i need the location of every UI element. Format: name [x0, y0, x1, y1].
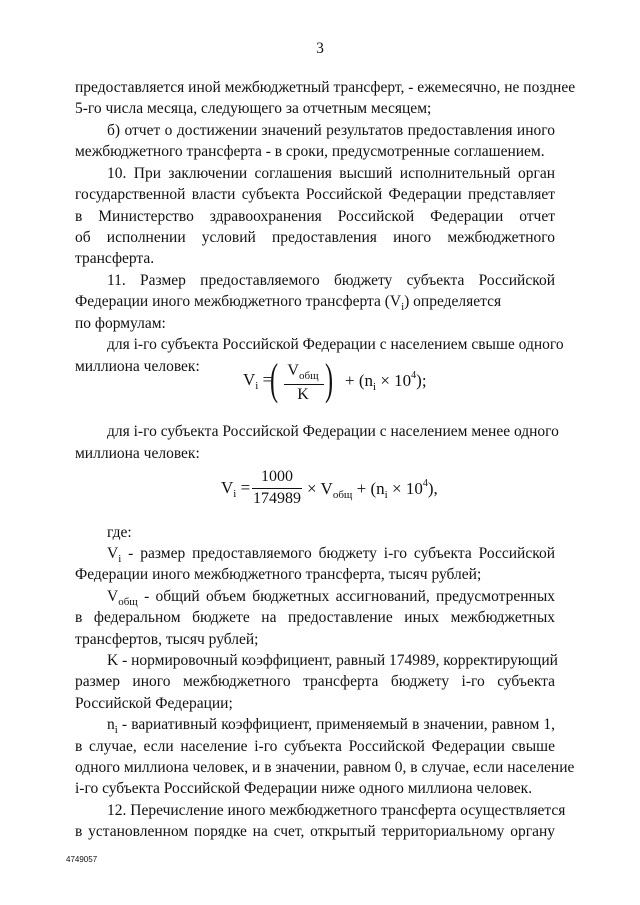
text-line: Федерации иного межбюджетного трансферта, тысяч рублей;	[75, 566, 482, 583]
page-number: 3	[316, 40, 324, 57]
formula-tail: × $V_{общ} + (n_i \times 10^4)$,	[307, 478, 438, 501]
text-line: об исполнении условий предоставления иного межбюджетного	[75, 229, 555, 246]
text-line: K - нормировочный коэффициент, равный 174989, корректирующий	[107, 652, 558, 669]
fraction-bar	[252, 488, 302, 489]
text-line: в случае, если население i-го субъекта Российской Федерации свыше	[75, 738, 555, 755]
text-line: i-го субъекта Российской Федерации ниже одного миллиона человек.	[75, 780, 533, 797]
text-line: миллиона человек:	[75, 358, 200, 375]
text-line: в федеральном бюджете на предоставление иных межбюджетных	[75, 609, 555, 626]
formula-tail: + $(n_i \times 10^4)$;	[345, 370, 427, 393]
text-line: межбюджетного трансферта - в сроки, предусмотренные соглашением.	[75, 143, 545, 160]
text-line: трансфертов, тысяч рублей;	[75, 631, 259, 648]
fraction-numerator: 1000	[261, 468, 293, 485]
text-line: 11. Размер предоставляемого бюджету субъекта Российской	[107, 272, 555, 289]
formula-lhs: $V_i$ =	[221, 478, 251, 500]
definition-line: $V_{общ}$ - общий объем бюджетных ассигнований, предусмотренных	[107, 588, 555, 608]
text-line: по формулам:	[75, 315, 166, 332]
subscript: i	[401, 301, 405, 313]
text-line: для i-го субъекта Российской Федерации с населением менее одного	[107, 423, 559, 440]
text-line: 10. При заключении соглашения высший исполнительный орган	[107, 165, 555, 182]
fraction-bar	[284, 384, 324, 385]
fraction-numerator: $V_{общ}$	[287, 362, 319, 382]
text-line: 12. Перечисление иного межбюджетного трансферта осуществляется	[107, 802, 566, 819]
text-line: в установленном порядке на счет, открытый территориальному органу	[75, 823, 555, 840]
text-line: Российской Федерации;	[75, 695, 233, 712]
definition-line: $n_i$ - вариативный коэффициент, применяемый в значении, равном 1,	[107, 716, 555, 736]
right-paren: )	[325, 355, 334, 404]
text-line: в Министерство здравоохранения Российской Федерации отчет	[75, 208, 555, 225]
text-line: 5-го числа месяца, следующего за отчетным месяцем;	[75, 100, 432, 117]
text-line: миллиона человек:	[75, 445, 200, 462]
text-line: где:	[107, 524, 132, 541]
text-fragment: ) определяется	[404, 293, 502, 310]
text-line: для i-го субъекта Российской Федерации с населением свыше одного	[107, 336, 564, 353]
document-code: 4749057	[66, 855, 98, 864]
definition-line: $V_i$ - размер предоставляемого бюджету i-го субъекта Российской	[107, 545, 555, 565]
left-paren: (	[270, 355, 279, 404]
text-line: трансферта.	[75, 250, 155, 267]
fraction-denominator: 174989	[253, 490, 301, 507]
text-line: б) отчет о достижении значений результатов предоставления иного	[107, 122, 555, 139]
text-line: предоставляется иной межбюджетный трансферт, - ежемесячно, не позднее	[75, 79, 576, 96]
formula-lhs: $V_i$ =	[243, 370, 273, 392]
text-line: одного миллиона человек, и в значении, равном 0, в случае, если население	[75, 759, 575, 776]
text-line: размер иного межбюджетного трансферта бюджету i-го субъекта	[75, 673, 555, 690]
text-fragment: Федерации иного межбюджетного трансферта (V	[75, 293, 402, 310]
text-line: государственной власти субъекта Российской Федерации представляет	[75, 186, 555, 203]
fraction-denominator: K	[297, 386, 309, 403]
